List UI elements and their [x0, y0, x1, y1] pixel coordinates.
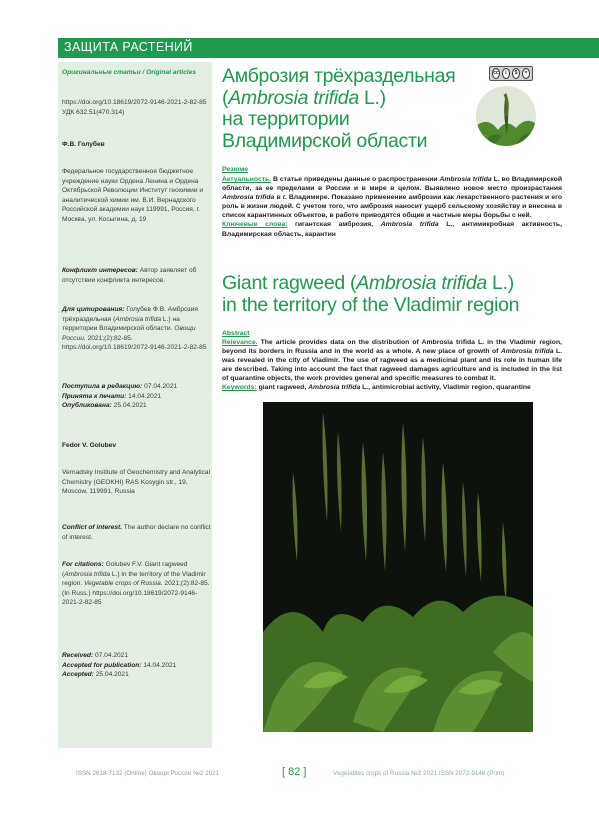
udk-code: УДК 632.51(470.314) [62, 108, 125, 116]
published-en: Accepted: 25.04.2021 [62, 671, 129, 679]
author-en: Fedor V. Golubev [62, 442, 116, 449]
ragweed-photo [263, 402, 533, 732]
affiliation-en: Vernadsky Institute of Geochemistry and Analytical Chemistry (GEOKHI) RAS Kosygin str., 19, Moscow, 119991, Russia [62, 469, 211, 496]
received-en: Received: 07.04.2021 [62, 652, 129, 659]
article-title-ru: Амброзия трёхраздельная (Ambrosia trifida L.) на территории Владимирской области [222, 65, 456, 152]
by-icon: i [502, 68, 510, 79]
article-type: Оригинальные статьи / Original articles [62, 69, 196, 76]
cc-license-badge[interactable] [489, 66, 533, 81]
footer-issn-print: Vegetables crops of Russia №2 2021 ISSN 2072-9146 (Print) [333, 770, 505, 777]
citation-en: For citations: Golubev F.V. Giant ragweed (Ambrosia trifida L.) in the territory of the Vladimir region. Vegetable crops of Russia. 2021;(2):82-85. (In Russ.) https://doi.org/10.18619/2072-9146-2021-2-82-85 [62, 561, 210, 607]
abstract-ru-body: Актуальность. В статье приведены данные о распространении Ambrosia trifida L. во Владимирской области, за ее пределами в России и в мире в целом. Выявлено новое место произрастания Ambrosia trifida в г. Владимире. Показано применение амброзии как лекарственного растения и его роль в жизни людей. С учетом того, что амброзия наносит ущерб сельскому хозяйству и внесена в список карантинных объектов, в работе приводятся общие и частные меры борьбы с ней. Ключевые слова: гигантская амброзия, Ambrosia trifida L., антимикробная активность, Владимирская область, карантин [222, 176, 563, 238]
affiliation-ru: Федеральное государственное бюджетное учреждение науки Ордена Ленина и Ордена Октябрьской Революции Институт геохимии и аналитической химии им. В.И. Вернадского Российской академии наук 119991, Россия, г. Москва, ул. Косыгина, д. 19 [62, 168, 204, 223]
doi-link[interactable]: https://doi.org/10.18619/2072-9146-2021-2-82-85 [62, 99, 207, 106]
abstract-en-body: Relevance. The article provides data on the distribution of Ambrosia trifida L. in the Vladimir region, beyond its borders in Russia and in the world as a whole. A new place of growth of Ambrosia trifida L. was revealed in the city of Vladimir. The use of ragweed as a medicinal plant and its role in human life are described. Taking into account the fact that ragweed damages agriculture and is included in the list of quarantine objects, the work provides general and specific measures to combat it. Keywords: giant ragweed, Ambrosia trifida L., antimicrobial activity, Vladimir region, quarantine [222, 339, 562, 392]
published-ru: Опубликована: 25.04.2021 [62, 402, 147, 410]
citation-ru: Для цитирования: Голубев Ф.В. Амброзия трёхраздельная (Ambrosia trifida L.) на территории Владимирской области. Овощи России. 2021;(2):82-85. https://doi.org/10.18619/2072-9146-2021-2-82-85 [62, 306, 207, 352]
footer-issn-online: ISSN 2618-7132 (Online) Овощи России №2 2021 [76, 770, 220, 777]
page-number: [ 82 ] [282, 766, 307, 778]
cc-icon: cc [492, 68, 500, 79]
conflict-ru: Конфликт интересов: Автор заявляет об отсутствии конфликта интересов. [62, 267, 197, 284]
abstract-ru-heading: Резюме [222, 166, 249, 173]
conflict-en: Conflict of interest. The author declare no conflict of interest. [62, 524, 211, 541]
accepted-en: Accepted for publication: 14.04.2021 [62, 661, 177, 669]
accepted-print-ru: Принята к печати: 14.04.2021 [62, 392, 162, 400]
author-ru: Ф.В. Голубев [62, 141, 105, 148]
section-header-bar [58, 38, 599, 58]
article-title-en: Giant ragweed (Ambrosia trifida L.) in the territory of the Vladimir region [222, 272, 520, 316]
abstract-en-heading: Abstract [222, 330, 250, 337]
plant-thumbnail-image [476, 86, 536, 146]
nc-icon: $ [512, 68, 520, 79]
nd-icon: = [522, 68, 530, 79]
section-title: ЗАЩИТА РАСТЕНИЙ [64, 40, 193, 54]
received-ru: Поступила в редакцию: 07.04.2021 [62, 383, 178, 390]
